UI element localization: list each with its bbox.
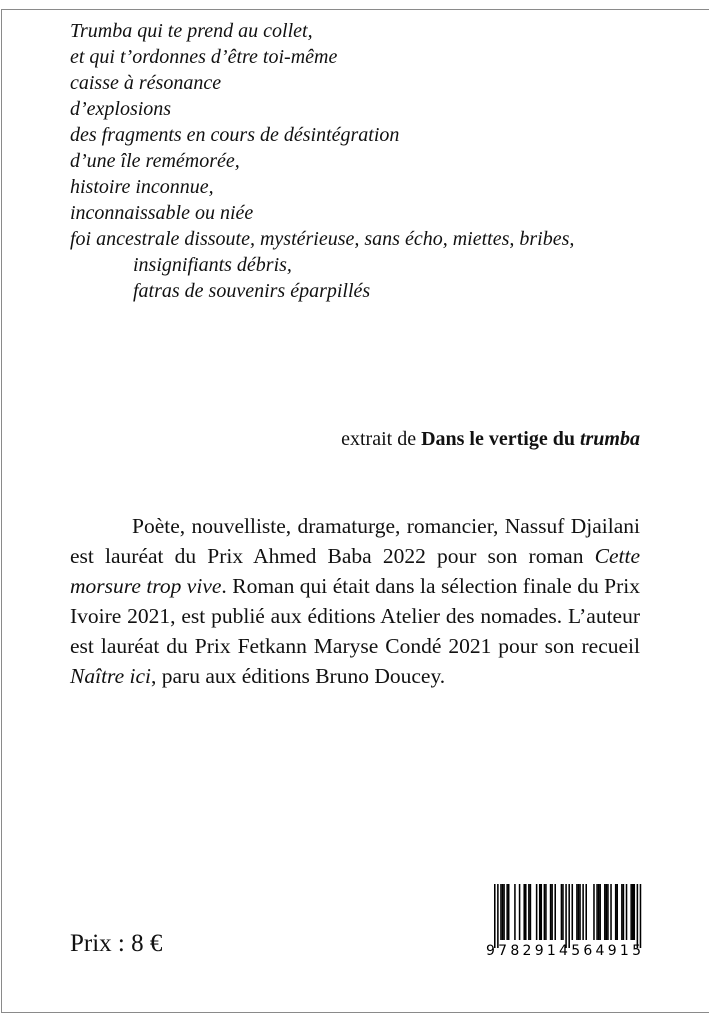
poem-line-indented: insignifiants débris,	[133, 254, 292, 276]
barcode-bar	[544, 884, 546, 940]
barcode-bar	[621, 884, 623, 940]
barcode-bar	[497, 884, 499, 948]
extract-title-italic: trumba	[579, 428, 640, 450]
poem-line: et qui t’ordonnes d’être toi-même	[70, 46, 338, 68]
barcode-bar	[508, 884, 510, 940]
barcode-bar	[579, 884, 581, 940]
barcode-bar	[568, 884, 570, 948]
poem-excerpt	[70, 18, 574, 304]
poem-line-indented: fatras de souvenirs éparpillés	[133, 280, 371, 302]
barcode-bar	[585, 884, 587, 940]
poem-line: d’une île remémorée,	[70, 150, 240, 172]
isbn-number: 9782914564915	[486, 943, 641, 958]
barcode-bar	[565, 884, 567, 948]
barcode-bar	[578, 884, 580, 940]
extract-prefix: extrait de	[341, 428, 422, 450]
barcode-bar	[494, 884, 496, 948]
poem-line: caisse à résonance	[70, 72, 222, 94]
barcode-bar	[545, 884, 547, 940]
bio-paragraph	[70, 511, 640, 691]
barcode-bar	[623, 884, 625, 940]
barcode-bar	[502, 884, 504, 940]
barcode-bar	[541, 884, 543, 940]
barcode-bar	[593, 884, 595, 940]
barcode-bar	[615, 884, 617, 940]
barcode-bar	[514, 884, 516, 940]
barcode-bar	[640, 884, 642, 948]
barcode-bar	[561, 884, 563, 940]
barcode-bar	[576, 884, 578, 940]
barcode-bar	[604, 884, 606, 940]
bio-text: Poète, nouvelliste, dramaturge, romancier, Nassuf Djailani est lauréat du Prix Ahmed Baba 2022 pour son roman	[70, 514, 640, 568]
barcode-bar	[528, 884, 530, 940]
barcode-bar	[637, 884, 639, 948]
barcode-bar	[610, 884, 612, 940]
barcode-bar	[572, 884, 574, 940]
barcode-bar	[598, 884, 600, 940]
barcode-bar	[606, 884, 608, 940]
barcode-bar	[616, 884, 618, 940]
barcode-bar	[500, 884, 502, 940]
barcode-bar	[630, 884, 632, 940]
barcode-bar	[607, 884, 609, 940]
bio-text: , paru aux éditions Bruno Doucey.	[151, 664, 446, 688]
bio-text: . Roman qui était dans la sélection finale du Prix Ivoire 2021, est publié aux éditions Atelier des nomades. L’auteur est lauréat du Prix Fetkann Maryse Condé 2021 pour son recueil	[70, 574, 640, 658]
barcode-bar	[582, 884, 584, 940]
poem-line: foi ancestrale dissoute, mystérieuse, sans écho, miettes, bribes,	[70, 228, 575, 250]
extract-title-bold: Dans le vertige du	[421, 428, 580, 450]
barcode-bar	[554, 884, 556, 940]
barcode-bar	[632, 884, 634, 940]
extract-attribution	[341, 428, 640, 451]
isbn-barcode	[486, 882, 646, 958]
barcode-bar	[551, 884, 553, 940]
barcode-bar	[634, 884, 636, 940]
barcode-bar	[626, 884, 628, 940]
barcode-bar	[523, 884, 525, 940]
poem-line: d’explosions	[70, 98, 172, 120]
poem-line: histoire inconnue,	[70, 176, 214, 198]
poem-line: des fragments en cours de désintégration	[70, 124, 400, 146]
poem-line: Trumba qui te prend au collet,	[70, 20, 313, 42]
barcode-bar	[503, 884, 505, 940]
barcode-bar	[550, 884, 552, 940]
poem-line: inconnaissable ou niée	[70, 202, 254, 224]
barcode-bar	[539, 884, 541, 940]
barcode-bar	[530, 884, 532, 940]
bio-book-title: Naître ici	[70, 664, 152, 688]
barcode-bar	[506, 884, 508, 940]
barcode-bar	[519, 884, 521, 940]
barcode-bar	[596, 884, 598, 940]
barcode-bar	[536, 884, 538, 940]
barcode-bar	[562, 884, 564, 940]
barcode-bar	[599, 884, 601, 940]
barcode-bar	[525, 884, 527, 940]
price-label: Prix : 8 €	[70, 930, 163, 957]
author-bio	[70, 511, 640, 691]
extract-title	[421, 428, 640, 450]
bio-book-title: Cette morsure trop vive	[70, 544, 640, 598]
